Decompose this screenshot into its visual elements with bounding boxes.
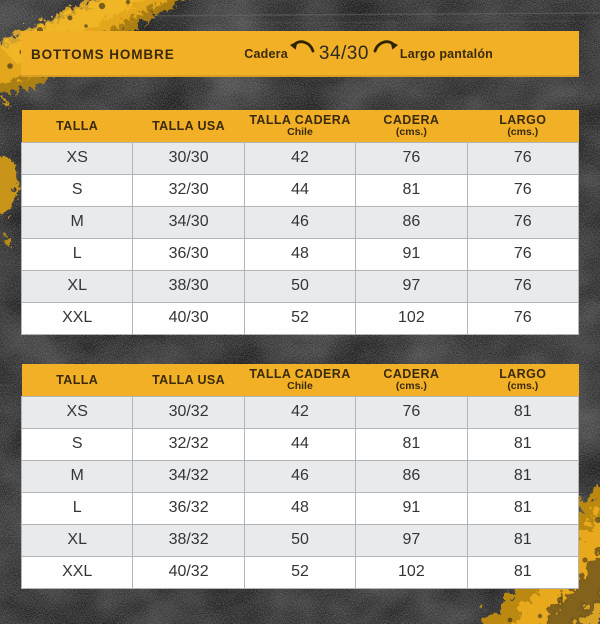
cell: 38/32 [133,524,244,556]
cell: 86 [356,460,467,492]
cell: 32/30 [133,174,244,206]
cell: 44 [244,174,355,206]
table-header-row [22,364,579,396]
header-bar [21,31,579,77]
cell: 48 [244,238,355,270]
cell: 76 [467,238,578,270]
column-header-label: LARGO [499,113,547,128]
table-row [22,174,579,206]
cell: 91 [356,492,467,524]
column-header-sublabel: Chile [287,126,313,139]
cell: XS [22,142,133,174]
cell: XL [22,524,133,556]
cell: 40/30 [133,302,244,334]
cell: 46 [244,460,355,492]
hip-label: Cadera [244,47,288,61]
column-header-sublabel: Chile [287,380,313,393]
cell: XXL [22,302,133,334]
table-row [22,492,579,524]
cell: 81 [467,460,578,492]
cell: 38/30 [133,270,244,302]
table-row [22,396,579,428]
column-header [22,110,133,142]
cell: 81 [467,556,578,588]
cell: S [22,174,133,206]
cell: 32/32 [133,428,244,460]
column-header [467,110,578,142]
cell: 81 [467,428,578,460]
column-header-sublabel: (cms.) [395,126,427,139]
column-header-sublabel: (cms.) [395,380,427,393]
table-row [22,270,579,302]
cell: 50 [244,270,355,302]
cell: L [22,492,133,524]
column-header [133,110,244,142]
cell: 34/32 [133,460,244,492]
cell: M [22,460,133,492]
cell: 76 [467,302,578,334]
cell: 97 [356,524,467,556]
cell: 81 [356,428,467,460]
cell: M [22,206,133,238]
cell: XXL [22,556,133,588]
table-row [22,302,579,334]
cell: 76 [467,270,578,302]
column-header [356,110,467,142]
cell: 102 [356,302,467,334]
cell: 76 [356,142,467,174]
column-header-label: TALLA USA [152,118,226,133]
length-label: Largo pantalón [399,47,493,61]
cell: 50 [244,524,355,556]
table-row [22,238,579,270]
column-header-label: TALLA CADERA [249,367,351,382]
cell: 36/30 [133,238,244,270]
column-header [467,364,578,396]
cell: 42 [244,396,355,428]
cell: 81 [467,396,578,428]
cell: 76 [467,206,578,238]
table-row [22,556,579,588]
cell: 81 [467,524,578,556]
column-header [244,110,355,142]
table-row [22,524,579,556]
size-table-length-32 [21,364,579,589]
cell: 30/32 [133,396,244,428]
column-header [244,364,355,396]
cell: 76 [356,396,467,428]
cell: S [22,428,133,460]
column-header [133,364,244,396]
size-table-length-30 [21,110,579,335]
column-header-sublabel: (cms.) [507,126,539,139]
cell: 36/32 [133,492,244,524]
cell: 48 [244,492,355,524]
column-header-label: TALLA [56,372,99,387]
column-header-label: LARGO [499,367,547,382]
cell: 42 [244,142,355,174]
cell: 97 [356,270,467,302]
cell: 81 [467,492,578,524]
cell: XS [22,396,133,428]
table-row [22,428,579,460]
table-row [22,206,579,238]
column-header-label: TALLA CADERA [249,113,351,128]
page-title: BOTTOMS HOMBRE [31,46,175,62]
column-header [356,364,467,396]
curved-arrow-left-icon [289,38,315,54]
cell: 76 [467,142,578,174]
cell: 52 [244,556,355,588]
cell: 52 [244,302,355,334]
cell: 76 [467,174,578,206]
size-format-value: 34/30 [318,43,369,64]
table-header-row [22,110,579,142]
measurement-legend [244,43,493,65]
cell: 44 [244,428,355,460]
column-header-label: TALLA [56,118,99,133]
cell: 102 [356,556,467,588]
curved-arrow-right-icon [373,38,399,54]
table-row [22,142,579,174]
column-header-label: TALLA USA [152,372,226,387]
column-header-label: CADERA [383,113,440,128]
column-header-label: CADERA [383,367,440,382]
cell: 86 [356,206,467,238]
cell: 46 [244,206,355,238]
table-row [22,460,579,492]
cell: XL [22,270,133,302]
cell: 40/32 [133,556,244,588]
cell: 91 [356,238,467,270]
cell: L [22,238,133,270]
cell: 34/30 [133,206,244,238]
cell: 30/30 [133,142,244,174]
cell: 81 [356,174,467,206]
column-header-sublabel: (cms.) [507,380,539,393]
column-header [22,364,133,396]
